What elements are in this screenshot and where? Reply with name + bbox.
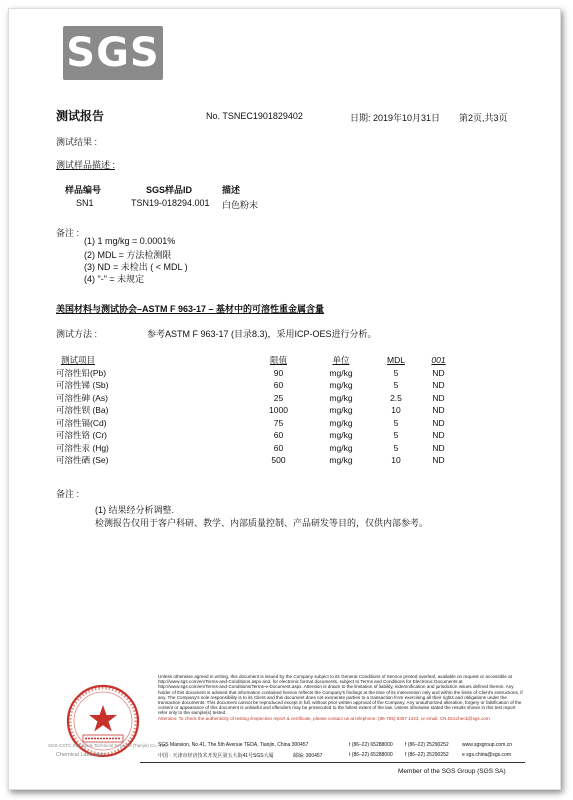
lab-name: SGS-CSTC Standards Technical Services (Tianjin) Co., Ltd. (48, 743, 168, 748)
fax-cn: f (86–22) 25290252 (405, 752, 449, 758)
page-indicator: 第2页,共3页 (459, 113, 508, 123)
method-label: 测试方法 : (56, 329, 98, 339)
footer-divider (140, 762, 525, 763)
cell-limit: 500 (271, 455, 286, 466)
cell-item: 可溶性镉(Cd) (56, 417, 107, 428)
cell-result: ND (432, 417, 445, 428)
authenticity-notice: Attention: To check the authenticity of testing /inspection report & certificate, please contact us at telephone: (86-755) 8307 1443, or email: CN.Doccheck@sgs.com (158, 715, 490, 721)
sample-header-no: 样品编号 (65, 185, 102, 195)
cell-limit: 25 (273, 392, 284, 403)
cell-result: ND (432, 442, 445, 453)
notes-label: 备注 : (56, 228, 80, 238)
cell-mdl: 5 (393, 430, 399, 441)
table-row (56, 379, 461, 392)
cell-item: 可溶性汞 (Hg) (56, 442, 109, 453)
header-unit: 单位 (332, 355, 350, 366)
sample-description-label: 测试样品描述 : (56, 160, 116, 170)
member-line: Member of the SGS Group (SGS SA) (398, 768, 506, 775)
report-title: 测试报告 (56, 109, 105, 123)
cell-item: 可溶性铅(Pb) (56, 367, 107, 378)
header-mdl: MDL (387, 355, 405, 366)
cell-result: ND (432, 380, 445, 391)
cell-unit: mg/kg (329, 405, 353, 416)
sample-id: TSN19-018294.001 (131, 198, 210, 208)
cell-mdl: 5 (393, 417, 399, 428)
postcode-cn: 邮编: 300457 (293, 753, 323, 759)
cell-result: ND (432, 392, 445, 403)
address-cn: 中国 · 天津市经济技术开发区第五大街41号SGS大厦 (158, 753, 274, 759)
cell-unit: mg/kg (329, 367, 353, 378)
cell-mdl: 5 (393, 442, 399, 453)
note-item: (1) 结果经分析调整. (95, 505, 175, 515)
header-sample-001: 001 (431, 355, 446, 366)
cell-item: 可溶性砷 (As) (56, 392, 108, 403)
cell-limit: 75 (273, 417, 284, 428)
cell-unit: mg/kg (329, 380, 353, 391)
table-row (56, 454, 461, 467)
cell-item: 可溶性硒 (Se) (56, 455, 109, 466)
email: e sgs.china@sgs.com (462, 752, 511, 758)
cell-item: 可溶性钡 (Ba) (56, 405, 109, 416)
website: www.sgsgroup.com.cn (462, 742, 513, 748)
table-row (56, 429, 461, 442)
header-limit: 限值 (269, 355, 287, 366)
cell-unit: mg/kg (329, 417, 353, 428)
report-date: 日期: 2019年10月31日 (350, 113, 441, 123)
cell-item: 可溶性铬 (Cr) (56, 430, 107, 441)
section-title: 美国材料与测试协会–ASTM F 963-17 – 基材中的可溶性重金属含量 (56, 304, 325, 314)
fax-en: f (86–22) 25290252 (405, 742, 449, 748)
cell-unit: mg/kg (329, 392, 353, 403)
note-item: (3) ND = 未检出 ( < MDL ) (84, 262, 188, 272)
table-row (56, 442, 461, 455)
cell-mdl: 5 (393, 380, 399, 391)
note-item: 检测报告仅用于客户科研、教学、内部质量控制、产品研发等目的，仅供内部参考。 (95, 518, 429, 528)
method-text: 参考ASTM F 963-17 (目录8.3)，采用ICP-OES进行分析。 (147, 329, 377, 339)
tel-cn: t (86–22) 65288000 (349, 752, 393, 758)
cell-item: 可溶性锑 (Sb) (56, 380, 109, 391)
cell-unit: mg/kg (329, 442, 353, 453)
cell-result: ND (432, 430, 445, 441)
cell-limit: 1000 (269, 405, 288, 416)
note-item: (4) "-" = 未规定 (84, 274, 145, 284)
report-number: No. TSNEC1901829402 (206, 111, 303, 121)
note-item: (2) MDL = 方法检测限 (84, 250, 172, 260)
cell-result: ND (432, 455, 445, 466)
sample-header-id: SGS样品ID (146, 185, 193, 195)
sample-desc: 白色粉末 (222, 200, 259, 210)
notes-label-2: 备注 : (56, 489, 80, 499)
sample-no: SN1 (76, 198, 94, 208)
results-label: 测试结果 : (56, 137, 98, 147)
cell-result: ND (432, 367, 445, 378)
cell-limit: 60 (273, 442, 284, 453)
cell-mdl: 10 (391, 455, 401, 466)
cell-unit: mg/kg (329, 455, 353, 466)
terms-text: Unless otherwise agreed in writing, this document is issued by the Company subject to its General Conditions of Service printed overleaf, available on request or accessible at http://www.sgs.com/en/Terms-and-Conditions.aspx and, for electronic format documents, subject to Terms and Conditions for Electronic Documents at http://www.sgs.com/en/Terms-and-Conditions/Terms-e-Document.aspx. Attention is drawn to the limitation of liability, indemnification and jurisdiction issues defined therein. Any holder of this document is advised that information contained hereon reflects the Company's findings at the time of its intervention only and within the limits of Client's instructions, if any. The Company's sole responsibility is to its Client and this document does not exonerate parties to a transaction from exercising all their rights and obligations under the transaction documents. This document cannot be reproduced except in full, without prior written approval of the Company. Any unauthorized alteration, forgery or falsification of the content or appearance of this document is unlawful and offenders may be prosecuted to the fullest extent of the law. Unless otherwise stated the results shown in this test report refer only to the sample(s) tested . (158, 674, 523, 716)
header-test-item: 测试项目 (61, 355, 96, 366)
results-table (56, 354, 461, 467)
table-row (56, 392, 461, 405)
cell-limit: 60 (273, 380, 284, 391)
cell-unit: mg/kg (329, 430, 353, 441)
cell-mdl: 10 (391, 405, 401, 416)
lab-dept: Chemical Laboratory (56, 752, 107, 758)
sgs-logo: SGS (63, 26, 163, 80)
sample-header-desc: 描述 (222, 185, 241, 195)
table-row (56, 404, 461, 417)
cell-limit: 60 (273, 430, 284, 441)
note-item: (1) 1 mg/kg = 0.0001% (84, 236, 176, 246)
cell-mdl: 2.5 (390, 392, 402, 403)
table-row (56, 367, 461, 380)
address-en: SGS Mansion, No.41, The 5th Avenue TEDA, Tianjin, China 300457 (158, 742, 309, 748)
table-header-row (56, 354, 461, 367)
table-row (56, 417, 461, 430)
terms-fine-print (158, 674, 523, 721)
cell-limit: 90 (273, 367, 284, 378)
tel-en: t (86–22) 65288000 (349, 742, 393, 748)
cell-mdl: 5 (393, 367, 399, 378)
cell-result: ND (432, 405, 445, 416)
